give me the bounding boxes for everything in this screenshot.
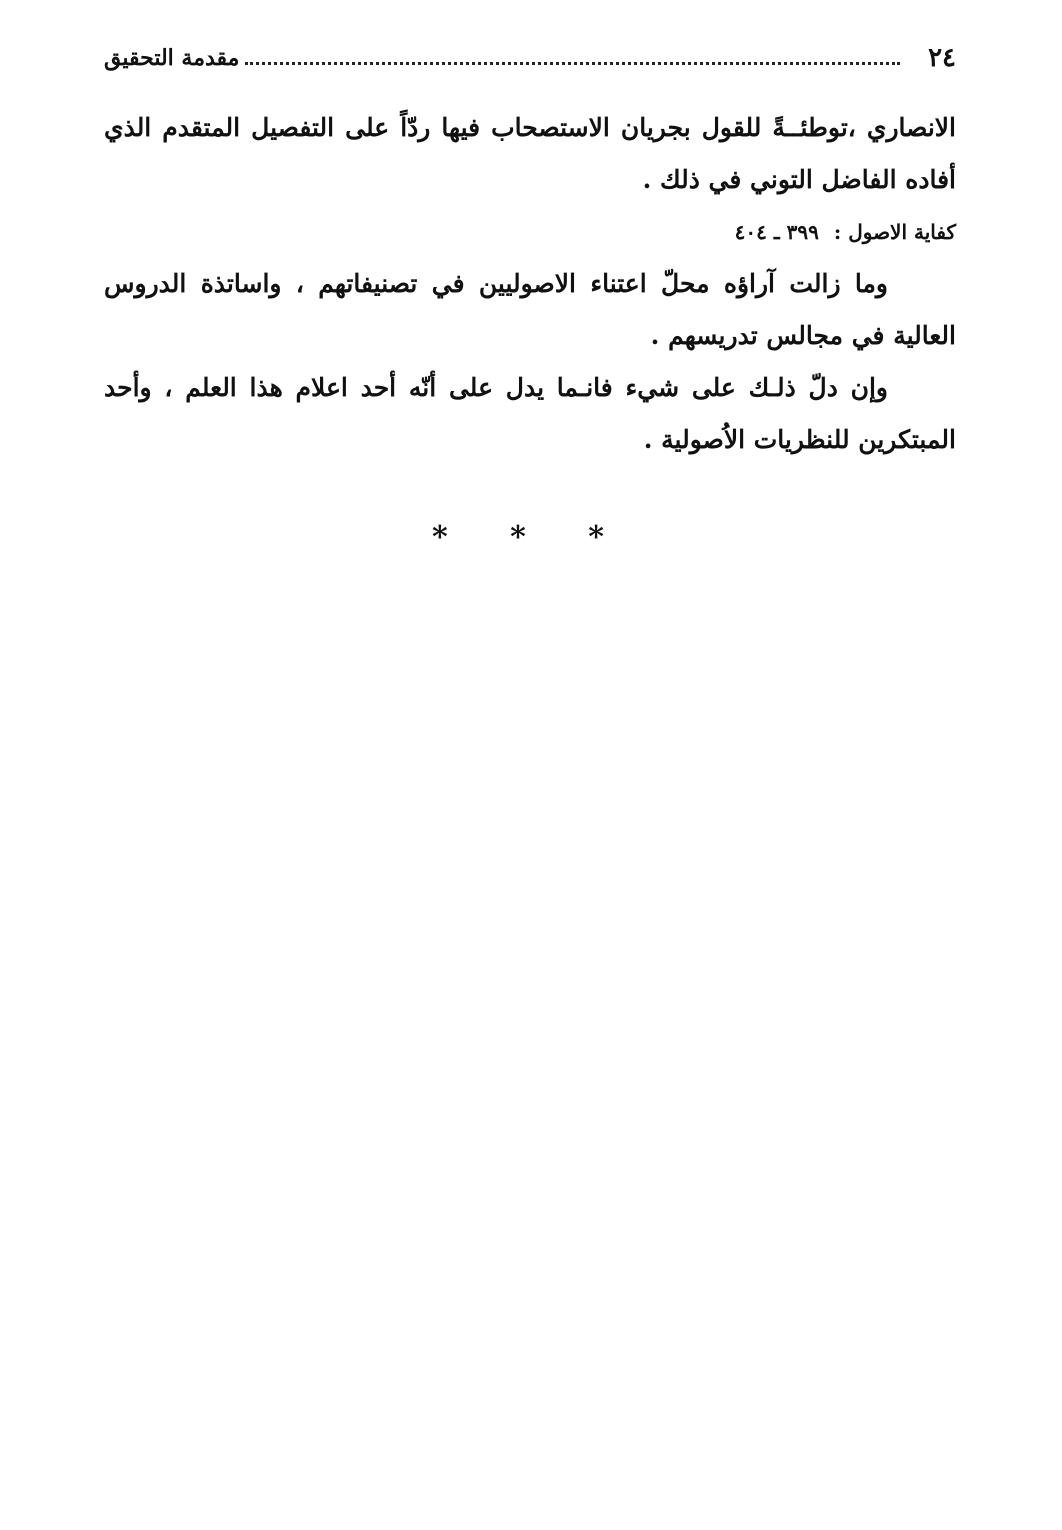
citation-source: كفاية الاصول : [833,220,956,244]
section-separator: * * * [432,520,630,555]
citation-pages: ٣٩٩ ـ ٤٠٤ [734,220,819,244]
main-text [104,102,956,466]
running-title: مقدمة التحقيق [104,45,240,71]
paragraph-3: وإن دلّ ذلـك على شيء فانـما يدل على أنّه أحد اعلام هذا العلم ، وأحد المبتكرين للنظريات الاُصولية . [104,373,956,454]
paragraph-2: وما زالت آراؤه محلّ اعتناء الاصوليين في تصنيفاتهم ، واساتذة الدروس العالية في مجالس تدريسهم . [104,269,956,350]
citation [104,212,956,252]
paragraph-1: الانصاري ،توطئــةً للقول بجريان الاستصحاب فيها ردّاً على التفصيل المتقدم الذي أفاده الفاضل التوني في ذلك . [104,113,956,194]
dotted-leader [245,62,900,65]
page-number: ٢٤ [928,43,956,73]
page-header [104,38,956,78]
